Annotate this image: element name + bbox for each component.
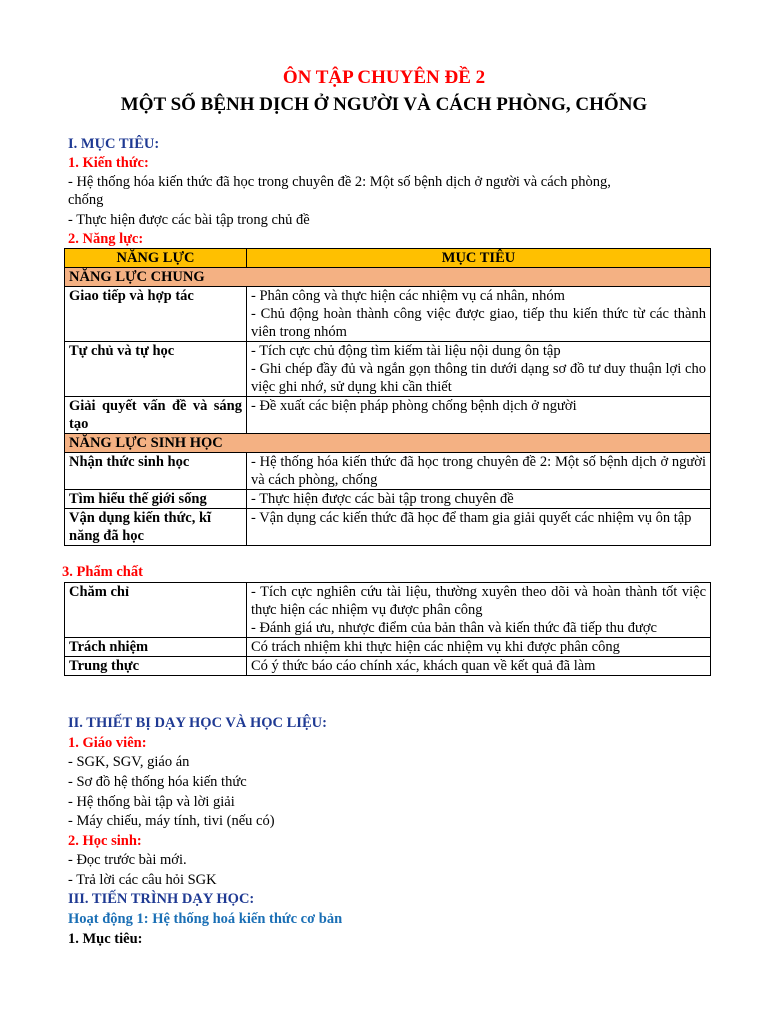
objective-line: - Đánh giá ưu, nhược điểm của bản thân và kiến thức đã tiếp thu được [251, 620, 657, 636]
quality-objective: Có trách nhiệm khi thực hiện các nhiệm vụ khi được phân công [247, 638, 711, 657]
competency-name: Nhận thức sinh học [65, 453, 247, 490]
page-title: ÔN TẬP CHUYÊN ĐỀ 2 [282, 67, 486, 88]
teacher-heading: 1. Giáo viên: [68, 735, 147, 751]
table-row [65, 583, 711, 638]
competency-table [64, 248, 711, 546]
objective-line: - Chủ động hoàn thành công việc được giao, tiếp thu kiến thức từ các thành viên trong nhóm [251, 306, 706, 340]
competency-objective [247, 287, 711, 342]
objective-line: - Tích cực chủ động tìm kiếm tài liệu nội dung ôn tập [251, 343, 561, 359]
group-row-general [65, 268, 711, 287]
group-label: NĂNG LỰC CHUNG [65, 268, 711, 287]
group-label: NĂNG LỰC SINH HỌC [65, 434, 711, 453]
section-3-heading: III. TIẾN TRÌNH DẠY HỌC: [68, 891, 255, 907]
competency-objective: - Đề xuất các biện pháp phòng chống bệnh dịch ở người [247, 397, 711, 434]
competency-objective: - Hệ thống hóa kiến thức đã học trong chuyên đề 2: Một số bệnh dịch ở người và cách phòng, chống [247, 453, 711, 490]
objective-line: - Ghi chép đầy đủ và ngắn gọn thông tin dưới dạng sơ đồ tư duy thuận lợi cho việc ghi nhớ, sử dụng khi cần thiết [251, 361, 706, 395]
quality-name: Trách nhiệm [65, 638, 247, 657]
qualities-table [64, 582, 711, 676]
knowledge-line-2: - Thực hiện được các bài tập trong chủ đề [68, 212, 310, 228]
competency-objective [247, 342, 711, 397]
competency-name: Vận dụng kiến thức, kĩ năng đã học [65, 509, 247, 546]
student-heading: 2. Học sinh: [68, 833, 142, 849]
table-header-row [65, 249, 711, 268]
table-row [65, 453, 711, 490]
competency-objective: - Thực hiện được các bài tập trong chuyên đề [247, 490, 711, 509]
column-header-objective: MỤC TIÊU [247, 249, 711, 268]
knowledge-line-1: - Hệ thống hóa kiến thức đã học trong chuyên đề 2: Một số bệnh dịch ở người và cách phòng, [68, 174, 611, 190]
table-row [65, 509, 711, 546]
objective-line: - Tích cực nghiên cứu tài liệu, thường xuyên theo dõi và hoàn thành tốt việc thực hiện các nhiệm vụ được phân công [251, 584, 706, 618]
knowledge-line-1b: chống [68, 192, 104, 208]
section-1-heading: I. MỤC TIÊU: [68, 136, 160, 152]
quality-name: Trung thực [65, 657, 247, 676]
quality-objective [247, 583, 711, 638]
table-row [65, 342, 711, 397]
teacher-item: - SGK, SGV, giáo án [68, 754, 190, 770]
quality-name: Chăm chỉ [65, 583, 247, 638]
teacher-item: - Máy chiếu, máy tính, tivi (nếu có) [68, 813, 275, 829]
competency-heading: 2. Năng lực: [68, 231, 144, 247]
teacher-item: - Hệ thống bài tập và lời giải [68, 794, 235, 810]
competency-name: Tìm hiểu thế giới sống [65, 490, 247, 509]
objective-line: - Phân công và thực hiện các nhiệm vụ cá nhân, nhóm [251, 288, 565, 304]
teacher-item: - Sơ đồ hệ thống hóa kiến thức [68, 774, 247, 790]
table-row [65, 657, 711, 676]
competency-objective: - Vận dụng các kiến thức đã học để tham gia giải quyết các nhiệm vụ ôn tập [247, 509, 711, 546]
student-item: - Trả lời các câu hỏi SGK [68, 872, 217, 888]
page-subtitle: MỘT SỐ BỆNH DỊCH Ở NGƯỜI VÀ CÁCH PHÒNG, CHỐNG [120, 94, 648, 115]
table-row [65, 397, 711, 434]
activity-1-heading: Hoạt động 1: Hệ thống hoá kiến thức cơ bản [68, 911, 343, 927]
table-row [65, 287, 711, 342]
student-item: - Đọc trước bài mới. [68, 852, 187, 868]
qualities-heading: 3. Phẩm chất [62, 564, 143, 580]
quality-objective: Có ý thức báo cáo chính xác, khách quan về kết quả đã làm [247, 657, 711, 676]
competency-name: Giải quyết vấn đề và sáng tạo [65, 397, 247, 434]
table-row [65, 490, 711, 509]
section-2-heading: II. THIẾT BỊ DẠY HỌC VÀ HỌC LIỆU: [68, 715, 327, 731]
group-row-biology [65, 434, 711, 453]
competency-name: Giao tiếp và hợp tác [65, 287, 247, 342]
column-header-competency: NĂNG LỰC [65, 249, 247, 268]
knowledge-heading: 1. Kiến thức: [68, 155, 149, 171]
objective-heading: 1. Mục tiêu: [68, 931, 143, 947]
competency-name: Tự chủ và tự học [65, 342, 247, 397]
table-row [65, 638, 711, 657]
